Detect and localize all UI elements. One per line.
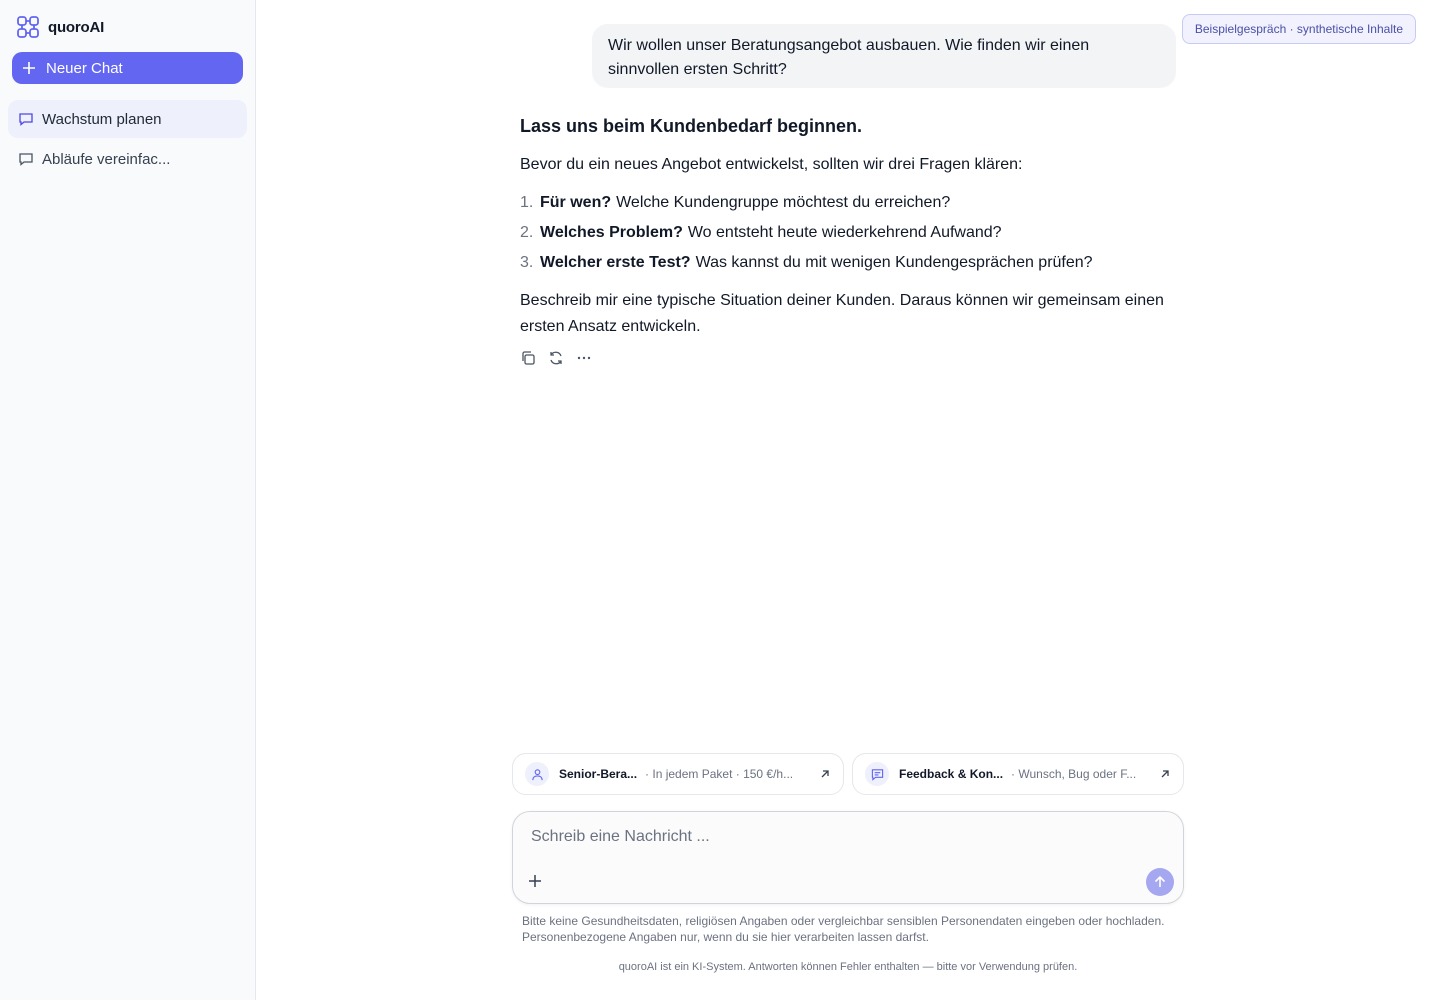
message-actions (520, 350, 1180, 366)
external-arrow-icon (819, 768, 831, 780)
chat-main (256, 0, 1440, 1000)
assistant-outro: Beschreib mir eine typische Situation deiner Kunden. Daraus können wir gemeinsam einen ersten Ansatz entwickeln. (520, 292, 1164, 335)
list-item: 1. Für wen? Welche Kundengruppe möchtest du erreichen? (520, 194, 951, 211)
brand[interactable] (16, 15, 104, 39)
assistant-message (520, 114, 1180, 366)
more-icon (576, 350, 592, 366)
sidebar-item-ablaeufe-vereinfachen[interactable] (8, 140, 247, 178)
chat-list (8, 100, 247, 180)
feedback-icon (865, 762, 889, 786)
sidebar-item-label: Wachstum planen (42, 110, 162, 128)
brand-name: quoroAI (48, 18, 105, 36)
chat-bubble-icon (18, 111, 34, 127)
sample-badge: Beispielgespräch · synthetische Inhalte (1182, 14, 1416, 44)
shortcut-cards (512, 753, 1184, 795)
message-input[interactable] (531, 826, 1131, 848)
card-title: Senior-Bera... (559, 767, 638, 781)
copy-button[interactable] (520, 350, 536, 366)
plus-icon (528, 874, 542, 888)
ai-disclaimer: quoroAI ist ein KI-System. Antworten können Fehler enthalten — bitte vor Verwendung prüfen. (618, 961, 1078, 973)
new-chat-button[interactable] (12, 52, 243, 84)
card-title: Feedback & Kon... (899, 767, 1004, 781)
assistant-intro: Bevor du ein neues Angebot entwickelst, sollten wir drei Fragen klären: (520, 156, 1023, 173)
assistant-question-list (520, 188, 1180, 278)
feedback-card[interactable] (852, 753, 1184, 795)
list-item: 2. Welches Problem? Wo entsteht heute wiederkehrend Aufwand? (520, 224, 1002, 241)
sidebar-item-wachstum-planen[interactable] (8, 100, 247, 138)
assistant-heading: Lass uns beim Kundenbedarf beginnen. (520, 116, 863, 136)
attach-button[interactable] (527, 874, 543, 890)
more-button[interactable] (576, 350, 592, 366)
regenerate-button[interactable] (548, 350, 564, 366)
copy-icon (520, 350, 536, 366)
sidebar-item-label: Abläufe vereinfac... (42, 150, 171, 168)
regenerate-icon (548, 350, 564, 366)
arrow-up-icon (1153, 875, 1167, 889)
senior-consulting-card[interactable] (512, 753, 844, 795)
external-arrow-icon (1159, 768, 1171, 780)
logo-icon (16, 15, 40, 39)
chat-bubble-icon (18, 151, 34, 167)
list-item: 3. Welcher erste Test? Was kannst du mit wenigen Kundengesprächen prüfen? (520, 254, 1093, 271)
card-subtitle: · Wunsch, Bug oder F... (1011, 767, 1137, 781)
send-button[interactable] (1146, 868, 1174, 896)
card-subtitle: · In jedem Paket · 150 €/h... (645, 767, 794, 781)
sidebar (0, 0, 256, 1000)
user-icon (525, 762, 549, 786)
new-chat-label: Neuer Chat (46, 59, 123, 77)
plus-icon (22, 61, 36, 75)
privacy-hint: Bitte keine Gesundheitsdaten, religiösen Angaben oder vergleichbar sensiblen Personendaten eingeben oder hochladen. Personenbezogene Angaben nur, wenn du sie hier verarbeiten lassen darfst. (522, 914, 1165, 944)
message-composer (512, 811, 1184, 904)
user-message: Wir wollen unser Beratungsangebot ausbauen. Wie finden wir einen sinnvollen ersten Schritt? (592, 24, 1176, 88)
